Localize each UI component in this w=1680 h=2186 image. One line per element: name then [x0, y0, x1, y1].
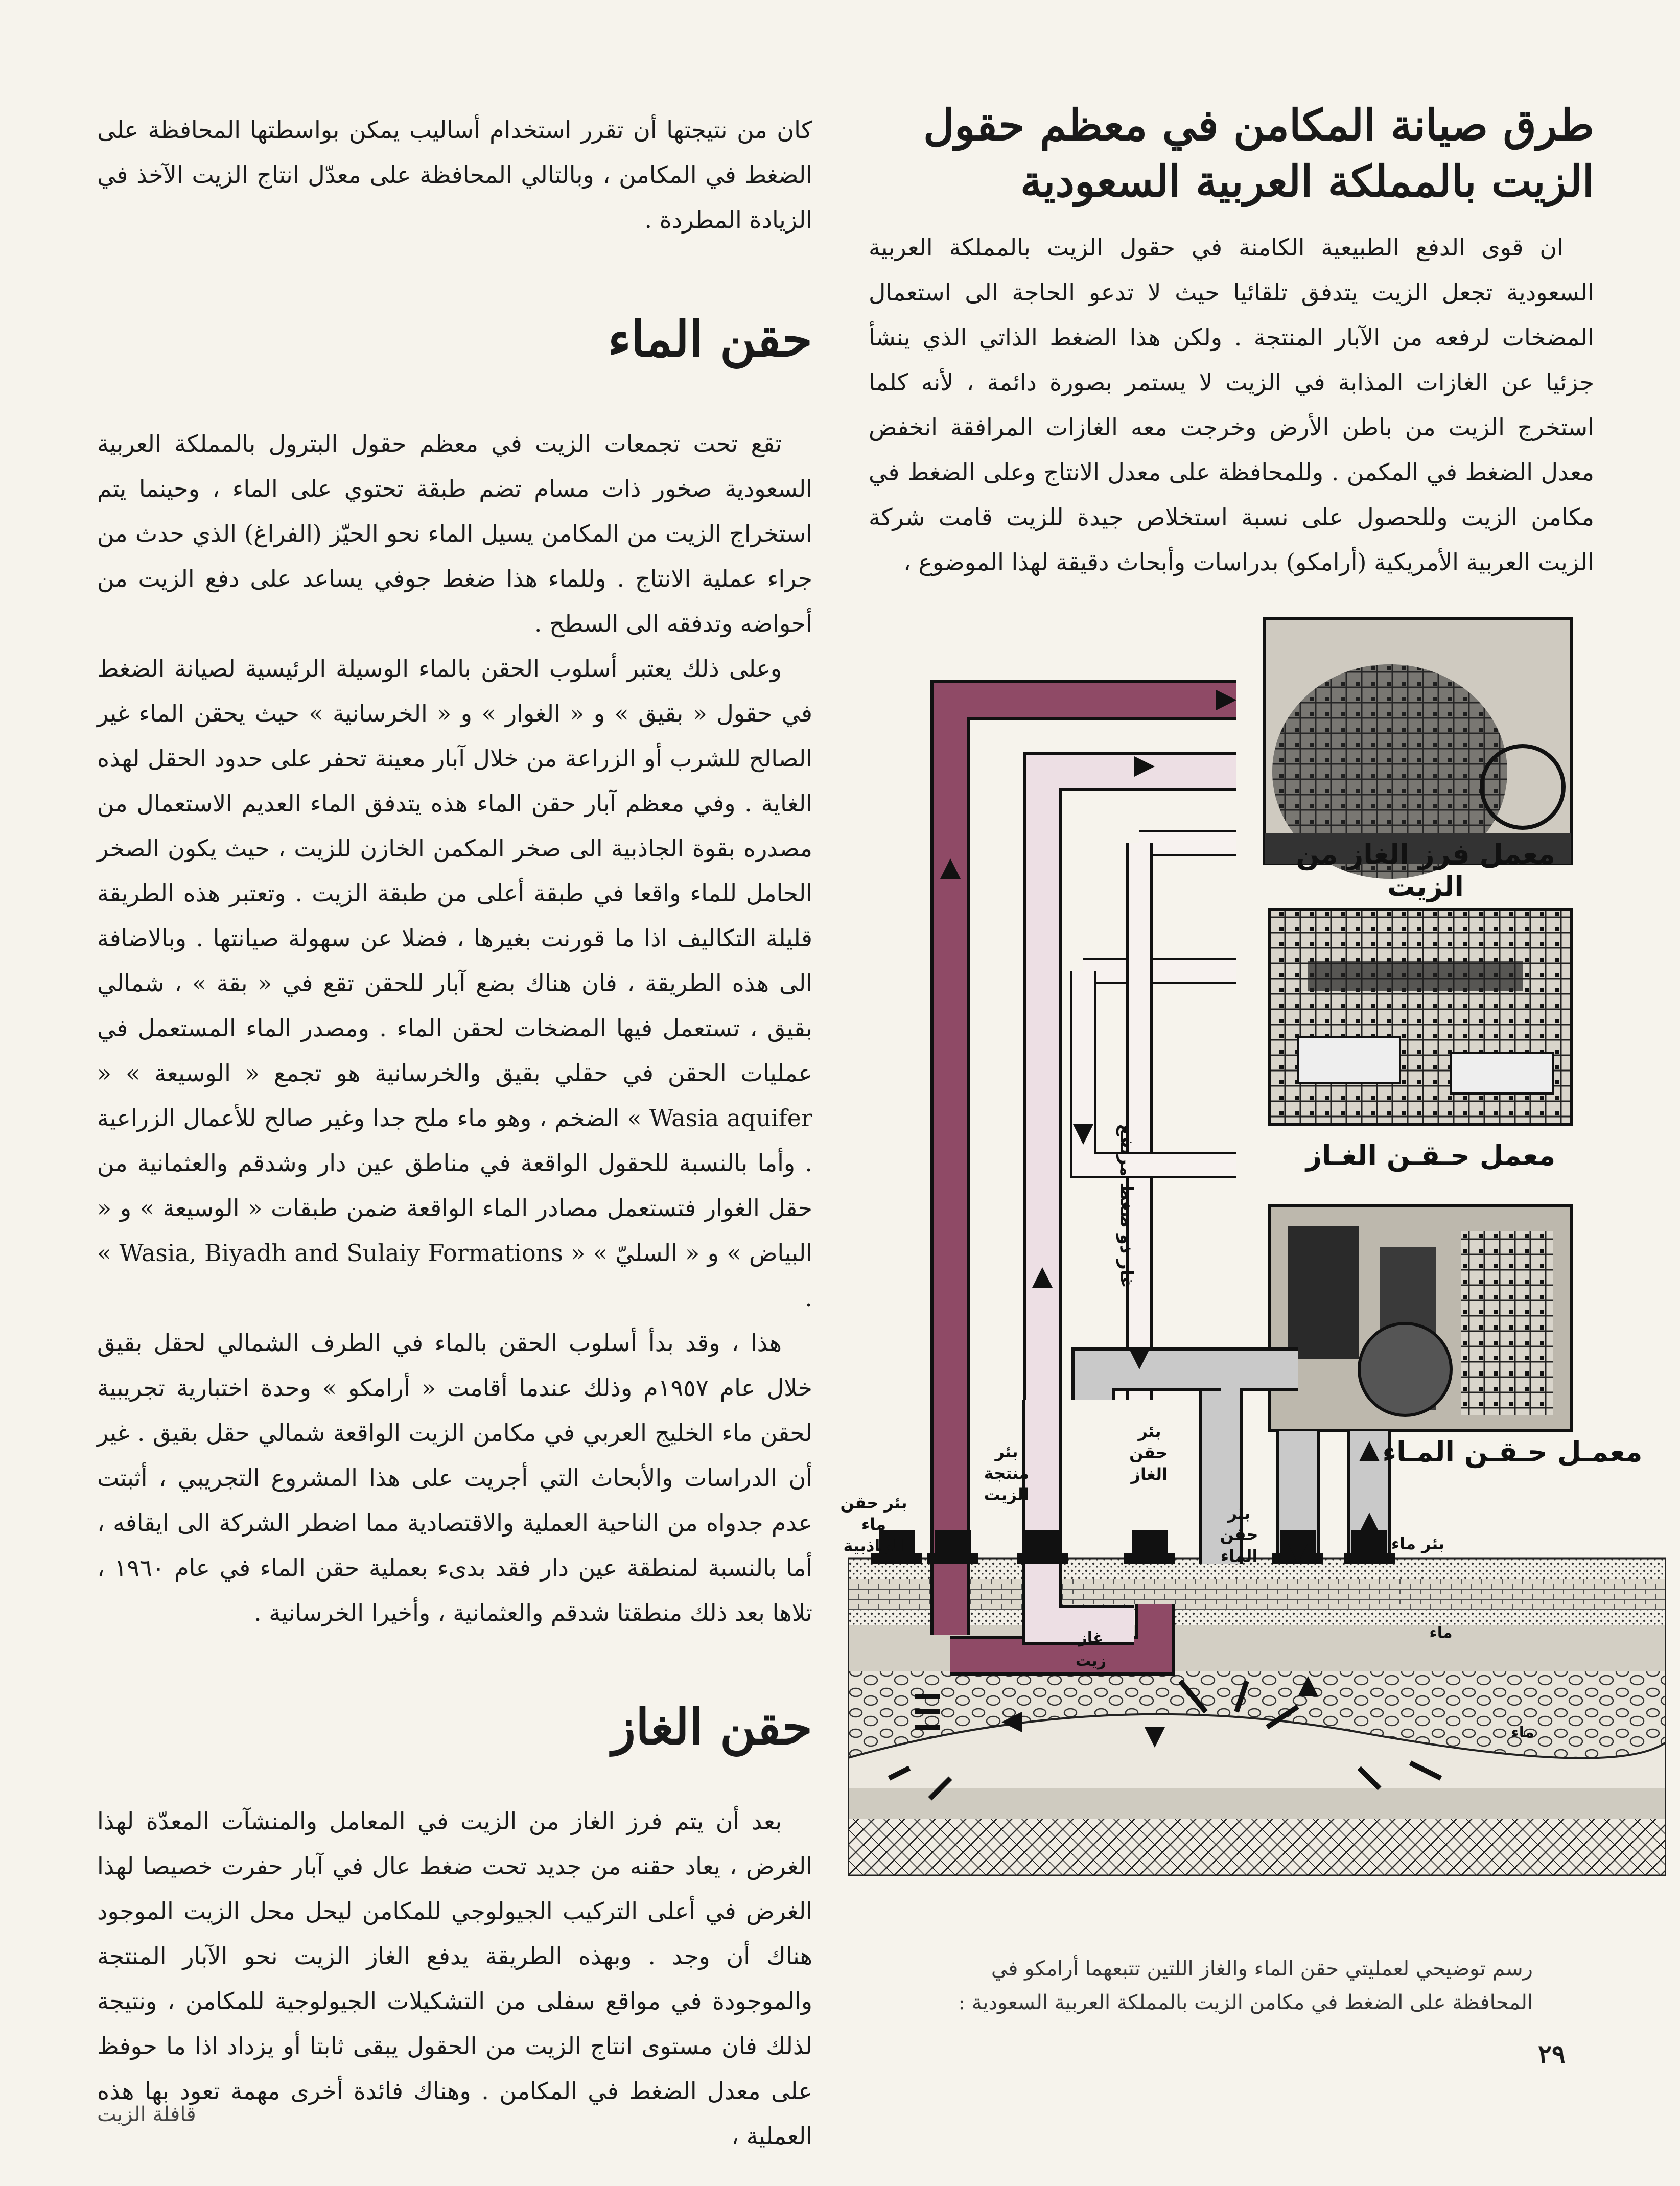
- water-section-title: حقن الماء: [608, 310, 812, 368]
- injection-diagram: [840, 603, 1666, 1937]
- label-water-injection-plant: معمـل حـقـن المـاء: [1382, 1436, 1643, 1468]
- footer-magazine-name: قافلة الزيت: [97, 2103, 196, 2126]
- right-column: [869, 97, 1594, 585]
- label-separation-plant: معمل فرز الغاز من الزيت: [1296, 838, 1555, 902]
- gas-paragraph-1: بعد أن يتم فرز الغاز من الزيت في المعامل والمنشآت المعدّة لهذا الغرض ، يعاد حقنه من جديد تحت ضغط عال في آبار حفرت خصيصا لهذا الغرض في أعلى التركيب الجيولوجي للمكامن ليحل محل الزيت الموجود هناك أن وجد . وبهذه الطريقة يدفع الغاز الزيت نحو الآبار المنتجة والموجودة في مواقع سفلى من التشكيلات الجيولوجية للمكامن ، ونتيجة لذلك فان مستوى انتاج الزيت من الحقول يبقى ثابتا أو يزداد اذا ما حوفظ على معدل الضغط في المكامن . وهناك فائدة أخرى مهمة تعود بها هذه العملية ،: [97, 1807, 812, 2150]
- water-paragraph-3: هذا ، وقد بدأ أسلوب الحقن بالماء في الطرف الشمالي لحقل بقيق خلال عام ١٩٥٧م وذلك عندما أقامت « أرامكو » وحدة اختبارية تجريبية لحقن ماء الخليج العربي في مكامن الزيت الواقعة شمالي حقل بقيق . غير أن الدراسات والأبحاث التي أجريت على هذا المشروع التجريبي ، أثبتت عدم جدواه من الناحية العملية والاقتصادية مما اضطر الشركة الى ايقافه ، أما بالنسبة لمنطقة عين دار فقد بدىء بعملية حقن الماء في عام ١٩٦٠ ، تلاها بعد ذلك منطقتا شدقم والعثمانية ، وأخيرا الخرسانية .: [97, 1329, 812, 1626]
- label-layer-water-lower: ماء: [1511, 1724, 1534, 1741]
- intro-continued-paragraph: كان من نتيجتها أن تقرر استخدام أساليب يمكن بواسطتها المحافظة على الضغط في المكامن ، وبالتالي المحافظة على معدّل انتاج الزيت الآخذ في الزيادة المطردة .: [97, 116, 812, 234]
- label-gravity-water-well: بئر حقن ماء الجاذبية: [840, 1493, 907, 1555]
- water-paragraph-1: تقع تحت تجمعات الزيت في معظم حقول البترول بالمملكة العربية السعودية صخور ذات مسام تضم طبقة تحتوي على الماء ، وحينما يتم استخراج الزيت من المكامن يسيل الماء نحو الحيّز (الفراغ) الذي حدث من جراء عملية الانتاج . وللماء هذا ضغط جوفي يساعد على دفع الزيت من أحواضه وتدفقه الى السطح .: [97, 430, 812, 637]
- water-paragraph-2: وعلى ذلك يعتبر أسلوب الحقن بالماء الوسيلة الرئيسية لصيانة الضغط في حقول « بقيق » و « الغوار » و « الخرسانية » حيث يحقن الماء غير الصالح للشرب أو الزراعة من خلال آبار معينة تحفر على حدود الحقل لهذه الغاية . وفي معظم آبار حقن الماء هذه يتدفق الماء العديم الاستعمال من مصدره بقوة الجاذبية الى صخر المكمن الخازن للزيت ، حيث يكون الصخر الحامل للماء واقعا في طبقة أعلى من طبقة الزيت . وتعتبر هذه الطريقة قليلة التكاليف اذا ما قورنت بغيرها ، فضلا عن سهولة صيانتها . وبالاضافة الى هذه الطريقة ، فان هناك بضع آبار للحقن تقع في « بقة » ، شمالي بقيق ، تستعمل فيها المضخات لحقن الماء . ومصدر الماء المستعمل في عمليات الحقن في حقلي بقيق والخرسانية هو تجمع « الوسيعة » « Wasia aquifer » الضخم ، وهو ماء ملح جدا وغير صالح للأعمال الزراعية . وأما بالنسبة للحقول الواقعة في مناطق عين دار وشدقم والعثمانية من حقل الغوار فتستعمل مصادر الماء الواقعة ضمن طبقات « الوسيعة » و « البياض » و « السليّ » « Wasia, Biyadh and Sulaiy Formations » .: [97, 655, 813, 1312]
- diagram-caption: رسم توضيحي لعمليتي حقن الماء والغاز اللتين تتبعهما أرامكو في المحافظة على الضغط في مكامن الزيت بالمملكة العربية السعودية :: [958, 1957, 1533, 2014]
- label-water-source-well: بئر ماء: [1391, 1534, 1445, 1553]
- label-water-injection-well: بئر حقن الماء: [1220, 1503, 1258, 1566]
- gas-section-title: حقن الغاز: [612, 1698, 812, 1756]
- label-gas-injection-well: بئر حقن الغاز: [1129, 1422, 1168, 1484]
- label-layer-oil: زيت: [1075, 1652, 1107, 1670]
- article-title: طرق صيانة المكامن في معظم حقول الزيت بالمملكة العربية السعودية: [923, 100, 1594, 206]
- left-column: [97, 107, 812, 2158]
- label-layer-gas: غاز: [1078, 1629, 1104, 1647]
- diagram-drawing: [848, 603, 1666, 1937]
- label-oil-producer-well: بئر منتجة الزيت: [984, 1442, 1030, 1504]
- page-number: ٢٩: [1538, 2039, 1566, 2069]
- label-layer-water-upper: ماء: [1429, 1624, 1453, 1642]
- intro-paragraph: ان قوى الدفع الطبيعية الكامنة في حقول الزيت بالمملكة العربية السعودية تجعل الزيت يتدفق تلقائيا حيث لا تدعو الحاجة الى استعمال المضخات لرفعه من الآبار المنتجة . ولكن هذا الضغط الذاتي الذي ينشأ جزئيا عن الغازات المذابة في الزيت لا يستمر بصورة دائمة ، لأنه كلما استخرج الزيت من باطن الأرض وخرجت معه الغازات المرافقة انخفض معدل الضغط في المكمن . وللمحافظة على معدل الانتاج وعلى الضغط في مكامن الزيت وللحصول على نسبة استخلاص جيدة للزيت قامت شركة الزيت العربية الأمريكية (أرامكو) بدراسات وأبحاث دقيقة لهذا الموضوع ،: [869, 234, 1594, 576]
- label-gas-injection-plant: معمل حـقـن الغـاز: [1305, 1139, 1556, 1172]
- label-high-pressure-gas: غاز ذو ضغط مرتفع: [1116, 1124, 1136, 1288]
